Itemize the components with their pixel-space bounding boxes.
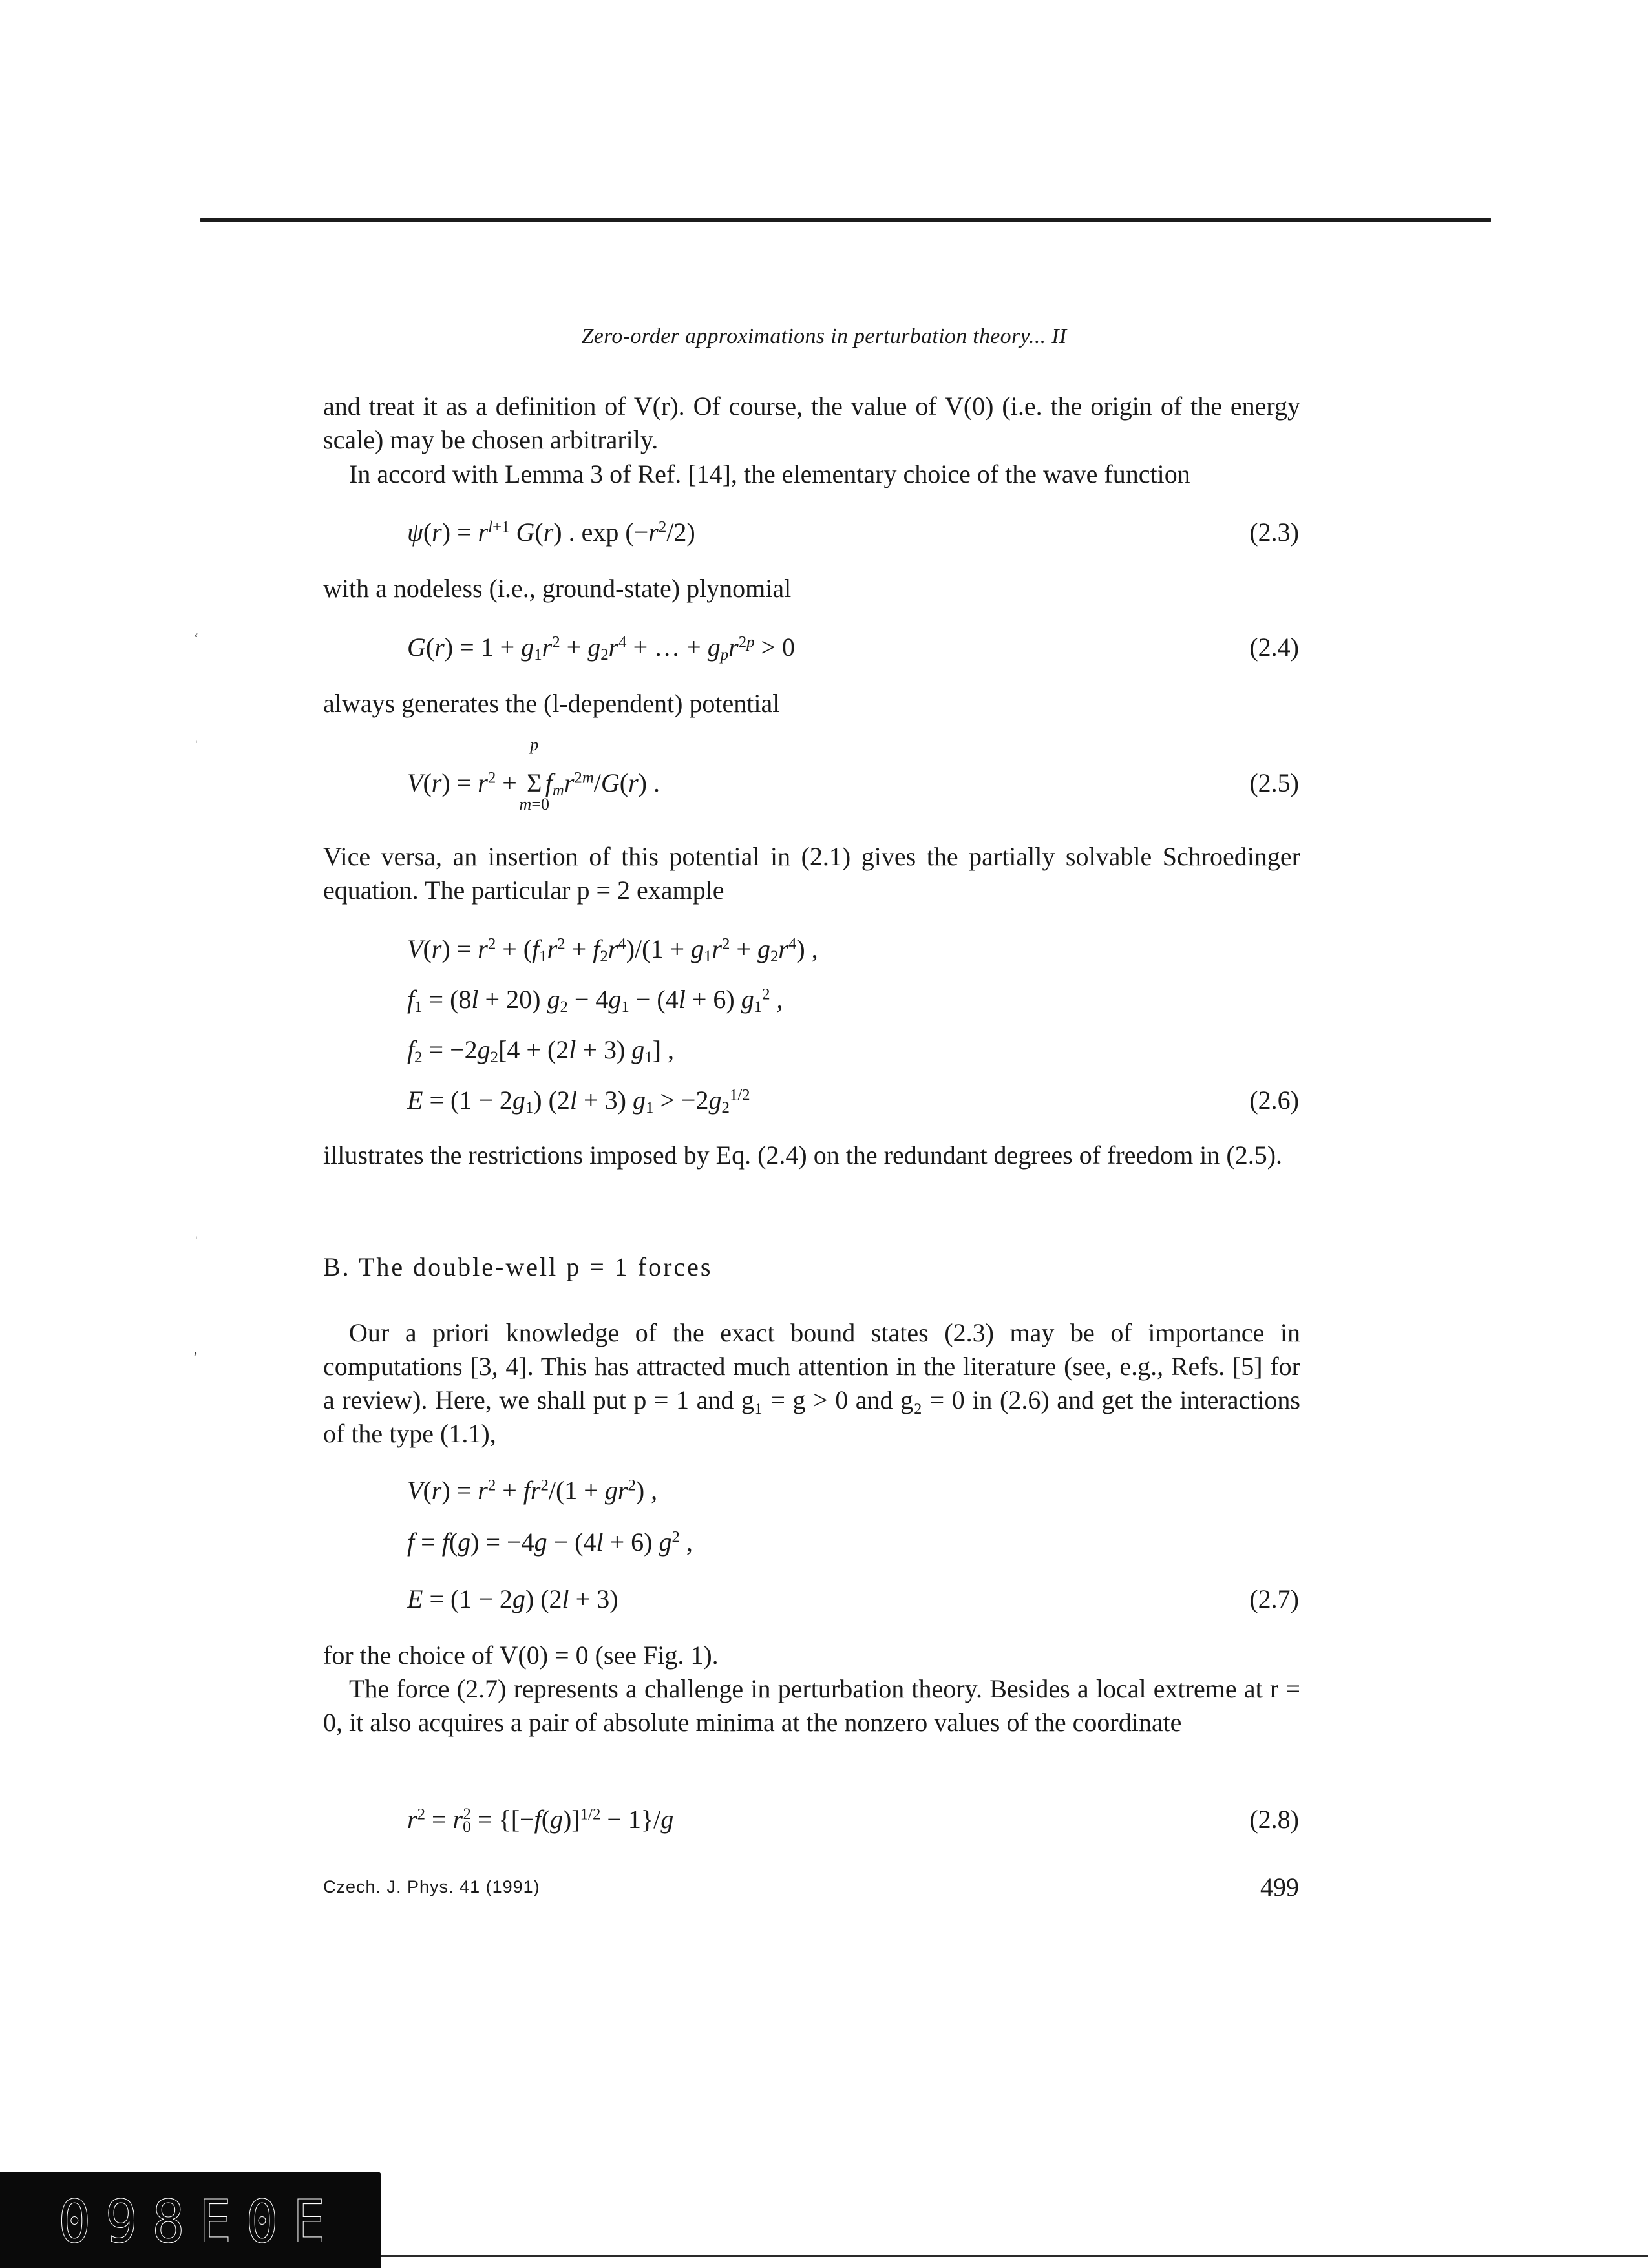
paragraph-text: illustrates the restrictions imposed by Eq. (2.4) on the redundant degrees of freedom in (2.5).: [323, 1140, 1283, 1170]
equation-2-5: [407, 735, 1299, 814]
equation-2-4: [407, 631, 1299, 664]
scan-mark: ,: [194, 1341, 198, 1357]
paragraph-text: with a nodeless (i.e., ground-state) plynomial: [323, 574, 792, 603]
equation-number: (2.5): [1249, 768, 1299, 797]
page-bottom-edge: [381, 2255, 1648, 2257]
equation-expression: $E = (1 - 2g_1)$ (2l + 3) $g_1 > -2g_2^{1/2}$: [407, 1086, 750, 1117]
stamp-number: 098E0E: [58, 2187, 340, 2256]
running-head: Zero-order approximations in perturbation theory... II: [581, 324, 1067, 348]
equation-2-6-line-3: [407, 1033, 1299, 1067]
equation-number: (2.8): [1249, 1805, 1299, 1834]
equation-expression: E = (1 − 2g) (2l + 3): [407, 1584, 618, 1613]
equation-2-7-line-1: [407, 1474, 1299, 1507]
summation-symbol: p Σ m=0: [519, 735, 549, 814]
equation-2-6-line-4: [407, 1084, 1299, 1117]
paragraph: [323, 572, 1300, 605]
equation-number: (2.3): [1249, 518, 1299, 547]
equation-2-7-line-3: [407, 1582, 1299, 1616]
scan-mark: ˈ: [194, 1234, 199, 1250]
equation-expression: $V(r) = r^2$ + p Σ m=0 $f_mr^{2m}/G(r)$ .: [407, 735, 660, 814]
equation-expression: $G(r) = 1 + g_1r^2 + g_2r^4$ + … + $g_pr^{2p} > 0$: [407, 633, 796, 664]
equation-number: (2.6): [1249, 1086, 1299, 1115]
equation-expression: $f_1 = (8l + 20) g_2 - 4g_1 - (4l + 6)$ $g_1^2$ ,: [407, 985, 783, 1016]
paragraph-text: and treat it as a definition of V(r). Of course, the value of V(0) (i.e. the origin of the energy scale) may be chosen arbitrarily.: [323, 392, 1300, 454]
scan-stamp: [0, 2172, 381, 2268]
equation-2-8: [407, 1803, 1299, 1836]
paragraph-text: Vice versa, an insertion of this potential in (2.1) gives the partially solvable Schroedinger equation. The particular p = 2 example: [323, 842, 1300, 905]
equation-expression: $r^2 = r_0^2 = \{[-f(g)]^{1/2} - 1\}/g$: [407, 1805, 674, 1836]
scan-mark: ‘: [194, 630, 199, 646]
paragraph-text: for the choice of V(0) = 0 (see Fig. 1).: [323, 1641, 719, 1670]
paragraph: [323, 840, 1300, 907]
page-number: 499: [1260, 1873, 1299, 1902]
paragraph: [323, 457, 1300, 491]
scan-mark: ˈ: [194, 738, 199, 754]
equation-expression: $f_2 = -2g_2[4 + (2l + 3)$ $g_1$] ,: [407, 1035, 675, 1067]
equation-expression: $V(r) = r^2 + (f_1r^2 + f_2r^4)/(1 + g_1r^2 + g_2r^4)$ ,: [407, 934, 818, 966]
paragraph: [323, 687, 1300, 720]
equation-expression: $\psi(r) = r^{l+1}$ G(r) . $\exp (-r^2/2)$: [407, 518, 695, 547]
section-heading: B. The double-well p = 1 forces: [323, 1252, 713, 1281]
paragraph-text: always generates the (l-dependent) potential: [323, 689, 780, 718]
paragraph-text: Our a priori knowledge of the exact bound states (2.3) may be of importance in computations [3, 4]. This has attracted much attention in the literature (see, e.g., Refs. [5] for a review). Here, we shall put p = 1 and g₁ = g > 0 and g₂ = 0 in (2.6) and get the interactions of the type (1.1),: [323, 1318, 1300, 1448]
equation-2-7-line-2: [407, 1526, 1299, 1559]
paragraph-text: In accord with Lemma 3 of Ref. [14], the elementary choice of the wave function: [349, 459, 1190, 488]
paragraph-text: The force (2.7) represents a challenge in perturbation theory. Besides a local extreme at r = 0, it also acquires a pair of absolute minima at the nonzero values of the coordinate: [323, 1674, 1300, 1737]
paragraph: [323, 1639, 1300, 1672]
paragraph: [323, 390, 1300, 457]
equation-2-6-line-2: [407, 983, 1299, 1016]
equation-number: (2.7): [1249, 1584, 1299, 1613]
equation-expression: f = f(g) = −4g − (4l + 6) $g^2$ ,: [407, 1528, 693, 1557]
equation-2-3: [407, 516, 1299, 549]
equation-2-6-line-1: [407, 932, 1299, 966]
paragraph: [323, 1316, 1300, 1451]
equation-expression: $V(r) = r^2 + fr^2/(1 + gr^2)$ ,: [407, 1476, 658, 1505]
top-rule: [200, 218, 1491, 222]
paragraph: [323, 1672, 1300, 1739]
equation-number: (2.4): [1249, 633, 1299, 662]
paragraph: [323, 1139, 1300, 1172]
journal-citation: Czech. J. Phys. 41 (1991): [323, 1877, 540, 1896]
